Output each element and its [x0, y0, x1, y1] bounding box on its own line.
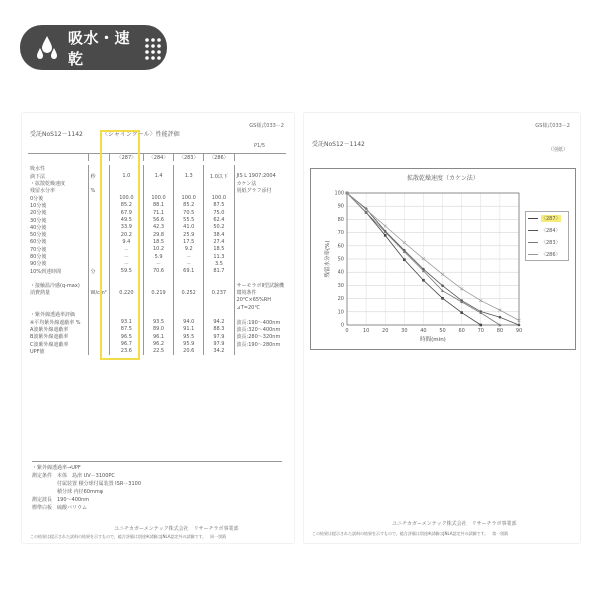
table-cell: A波紫外線遮蔽率 — [28, 326, 88, 333]
legend-label: 〈283〉 — [541, 239, 561, 246]
table-cell: 秒 — [88, 173, 109, 180]
table-cell: － — [143, 260, 173, 267]
table-cell: 49.5 — [109, 216, 143, 223]
table-cell: 97.9 — [204, 333, 234, 340]
table-cell: 20.2 — [109, 231, 143, 238]
table-cell: 88.1 — [143, 202, 173, 209]
x-tick-label: 90 — [515, 328, 523, 334]
data-point — [441, 284, 444, 287]
table-cell: 100.0 — [204, 194, 234, 201]
x-tick-label: 0 — [345, 328, 349, 334]
table-row — [28, 246, 286, 253]
legend-swatch — [528, 230, 538, 231]
x-axis-label: 時間(min) — [420, 337, 446, 343]
table-cell: － — [174, 253, 204, 260]
table-cell: 41.0 — [174, 224, 204, 231]
table-cell: 95.9 — [174, 340, 204, 347]
table-cell: 3.5 — [204, 260, 234, 267]
table-cell — [28, 297, 88, 304]
table-row — [28, 231, 286, 238]
table-row — [28, 289, 286, 296]
table-cell — [174, 165, 204, 172]
table-cell — [143, 297, 173, 304]
table-cell: 1.3 — [174, 173, 204, 180]
legend-swatch — [528, 218, 538, 219]
table-cell: 87.5 — [204, 202, 234, 209]
table-cell: 96.7 — [109, 340, 143, 347]
y-tick-label: 10 — [337, 309, 344, 316]
footer-company: ユニチカガーメンテック株式会社 リサーチラボ事業部 — [114, 526, 239, 532]
table-cell: 62.4 — [204, 216, 234, 223]
dot-grid-icon — [143, 36, 167, 60]
table-cell: 25.9 — [174, 231, 204, 238]
y-tick-label: 0 — [340, 322, 344, 329]
table-cell: 吸水性 — [28, 165, 88, 172]
legend-swatch — [528, 242, 538, 243]
feature-badge — [20, 25, 167, 70]
table-cell — [234, 165, 286, 172]
table-cell: 95.5 — [174, 333, 204, 340]
table-cell — [234, 216, 286, 223]
header-cell: 〈283〉 — [174, 154, 204, 162]
table-cell: 環境条件 — [236, 290, 257, 297]
table-cell: 18.5 — [143, 238, 173, 245]
doc-title: 〈シャインクール〉性能評価 — [102, 131, 180, 138]
note-line: 測定波長 190〜400nm — [32, 497, 90, 503]
table-cell — [234, 209, 286, 216]
table-row — [28, 297, 286, 304]
data-point — [403, 258, 406, 261]
x-tick-label: 50 — [439, 328, 446, 334]
y-tick-label: 30 — [337, 282, 344, 289]
table-cell: 38.4 — [204, 231, 234, 238]
table-cell — [234, 238, 286, 245]
table-cell: 50分後 — [28, 231, 88, 238]
table-cell — [174, 297, 204, 304]
table-cell — [204, 297, 234, 304]
table-cell: 20.6 — [174, 348, 204, 355]
table-row — [28, 180, 286, 187]
footer-company: ユニチカガーメンテック株式会社 リサーチラボ事業部 — [392, 521, 517, 527]
table-cell: 波長:190〜400nm — [236, 319, 281, 326]
table-cell — [204, 165, 234, 172]
table-row — [28, 253, 286, 260]
table-cell: 93.1 — [109, 319, 143, 326]
note-line: 積分球 内径60mmφ — [32, 489, 103, 495]
table-row — [28, 224, 286, 231]
table-row — [28, 304, 286, 311]
table-cell — [234, 246, 286, 253]
table-row — [28, 216, 286, 223]
table-cell: ・接触温冷感(q-max) — [28, 282, 88, 289]
y-tick-label: 70 — [337, 230, 344, 237]
table-cell: B波紫外線遮蔽率 — [28, 333, 88, 340]
table-cell: 5.9 — [143, 253, 173, 260]
data-point — [479, 324, 482, 327]
table-cell: 70分後 — [28, 246, 88, 253]
table-cell: 1.0以下 — [204, 173, 234, 180]
table-cell — [234, 275, 286, 282]
x-tick-label: 60 — [458, 328, 465, 334]
note-line: 測定条件 本体 島津 UV－3100PC — [32, 473, 115, 479]
table-cell: 17.5 — [174, 238, 204, 245]
legend-item — [526, 212, 568, 224]
table-cell: 94.0 — [174, 319, 204, 326]
table-cell: 23.6 — [109, 348, 143, 355]
x-tick-label: 30 — [401, 328, 408, 334]
table-cell: 50.2 — [204, 224, 234, 231]
table-cell: 33.9 — [109, 224, 143, 231]
table-row — [28, 194, 286, 201]
table-cell — [143, 311, 173, 318]
table-cell: 11.3 — [204, 253, 234, 260]
table-body — [28, 165, 286, 355]
data-point — [422, 279, 425, 282]
table-cell: 100.0 — [143, 194, 173, 201]
table-cell: 10分後 — [28, 202, 88, 209]
evaluation-table — [28, 153, 286, 355]
y-tick-label: 50 — [337, 256, 344, 263]
table-cell: 55.5 — [174, 216, 204, 223]
table-row — [28, 326, 286, 333]
table-cell: － — [109, 246, 143, 253]
data-point — [441, 297, 444, 300]
data-point — [460, 311, 463, 314]
table-cell: カケン法 — [236, 181, 257, 188]
table-cell: － — [109, 253, 143, 260]
legend-label: 〈286〉 — [541, 251, 561, 258]
table-cell: 0.219 — [143, 289, 173, 296]
table-cell: 80分後 — [28, 253, 88, 260]
table-cell — [234, 224, 286, 231]
legend-item — [526, 224, 568, 236]
table-cell: 9.2 — [174, 246, 204, 253]
table-cell — [234, 231, 286, 238]
table-cell — [204, 187, 234, 194]
table-cell: 別紙グラフ添付 — [236, 188, 272, 195]
table-cell: UPF値 — [28, 348, 88, 355]
table-cell: 93.5 — [143, 319, 173, 326]
table-cell: JIS L 1907:2004 — [236, 173, 276, 180]
table-cell: 59.5 — [109, 267, 143, 274]
table-row — [28, 238, 286, 245]
left-document — [22, 113, 294, 543]
table-cell — [143, 275, 173, 282]
footer-note: この結果は提示された試料の結果を示すもので、総合評価は別途※試験はJNLA認定外の試験です。 同一別紙 — [30, 534, 227, 539]
table-cell: 89.0 — [143, 326, 173, 333]
badge-title: 吸水・速乾 — [68, 28, 131, 68]
table-cell — [234, 253, 286, 260]
table-cell — [28, 275, 88, 282]
data-point — [384, 234, 387, 237]
page-number: P1/5 — [254, 143, 266, 149]
table-cell: ⊿T=20℃ — [236, 304, 260, 311]
table-cell: 96.5 — [109, 333, 143, 340]
table-cell — [204, 311, 234, 318]
table-cell: 20℃×65%RH — [236, 297, 272, 304]
table-cell: % — [88, 187, 109, 194]
table-cell: 0.237 — [204, 289, 234, 296]
table-row — [28, 209, 286, 216]
table-row — [28, 267, 286, 274]
table-cell: 1.0 — [109, 173, 143, 180]
table-cell: ・拡散乾燥速度 — [28, 180, 88, 187]
table-cell: 1.4 — [143, 173, 173, 180]
attachment-label: （別紙） — [547, 147, 568, 153]
table-cell: ・紫外線透過率評価 — [28, 311, 88, 318]
chart-frame — [310, 168, 576, 350]
table-row — [28, 348, 286, 355]
series-line-3 — [347, 193, 519, 320]
table-row — [28, 165, 286, 172]
y-axis-label: 残留水分率(%) — [325, 240, 331, 278]
chart-legend — [525, 211, 569, 261]
table-cell — [143, 304, 173, 311]
table-cell: 71.1 — [143, 209, 173, 216]
right-document — [304, 113, 580, 543]
table-cell: 滴下法 — [28, 173, 88, 180]
table-cell: 20分後 — [28, 209, 88, 216]
table-cell: 22.5 — [143, 348, 173, 355]
table-cell: 81.7 — [204, 267, 234, 274]
table-cell: － — [109, 260, 143, 267]
table-cell — [204, 180, 234, 187]
table-cell: 18.5 — [204, 246, 234, 253]
table-cell: 波長:280〜320nm — [236, 334, 281, 341]
table-cell: 67.9 — [109, 209, 143, 216]
y-tick-label: 20 — [337, 296, 344, 303]
header-cell: 〈286〉 — [204, 154, 234, 162]
table-cell: 70.6 — [143, 267, 173, 274]
table-cell: 85.2 — [174, 202, 204, 209]
table-cell: 0.220 — [109, 289, 143, 296]
table-cell: サーモラボⅡ型試験機 — [236, 283, 284, 290]
table-cell: W/cm² — [88, 289, 109, 296]
table-cell: 10.2 — [143, 246, 173, 253]
legend-label: 〈287〉 — [541, 215, 561, 222]
table-cell: 91.1 — [174, 326, 204, 333]
y-tick-label: 80 — [337, 216, 344, 223]
table-row — [28, 282, 286, 289]
table-cell: 88.3 — [204, 326, 234, 333]
table-row — [28, 187, 286, 194]
x-tick-label: 20 — [382, 328, 389, 334]
legend-label: 〈284〉 — [541, 227, 561, 234]
table-row — [28, 202, 286, 209]
table-cell: 60分後 — [28, 238, 88, 245]
table-cell: 90分後 — [28, 260, 88, 267]
y-tick-label: 90 — [337, 203, 344, 210]
note-line: 標準白板 硫酸バリウム — [32, 505, 87, 511]
y-tick-label: 60 — [337, 243, 344, 250]
table-cell: 9.4 — [109, 238, 143, 245]
table-cell: 分 — [88, 267, 109, 274]
table-cell: 30分後 — [28, 216, 88, 223]
table-cell: 40分後 — [28, 224, 88, 231]
reg-no: 受託NoS12－1142 — [30, 131, 83, 138]
table-cell: 34.2 — [204, 348, 234, 355]
table-cell: 0分後 — [28, 194, 88, 201]
legend-item — [526, 248, 568, 260]
table-row — [28, 319, 286, 326]
table-cell — [234, 202, 286, 209]
table-cell — [143, 282, 173, 289]
table-cell: 69.1 — [174, 267, 204, 274]
table-cell: 85.2 — [109, 202, 143, 209]
table-cell: 42.3 — [143, 224, 173, 231]
table-cell — [174, 180, 204, 187]
table-cell — [234, 260, 286, 267]
form-code: GS様式033－2 — [249, 123, 284, 129]
table-cell — [143, 187, 173, 194]
table-cell: 10%到達時間 — [28, 267, 88, 274]
table-cell: 残留水分率 — [28, 187, 88, 194]
table-cell: C波紫外線遮蔽率 — [28, 340, 88, 347]
x-tick-label: 80 — [496, 328, 504, 334]
table-cell — [234, 311, 286, 318]
data-point — [518, 324, 521, 327]
table-cell — [174, 304, 204, 311]
table-row — [28, 275, 286, 282]
header-cell: 〈287〉 — [109, 154, 143, 162]
reg-no: 受託NoS12－1142 — [312, 141, 365, 148]
table-header-row — [28, 154, 286, 162]
table-cell — [234, 267, 286, 274]
x-tick-label: 10 — [362, 328, 370, 334]
table-cell: 75.0 — [204, 209, 234, 216]
table-cell — [28, 304, 88, 311]
y-tick-label: 100 — [334, 190, 344, 197]
table-row — [28, 340, 286, 347]
table-cell: 0.252 — [174, 289, 204, 296]
table-cell: 100.0 — [174, 194, 204, 201]
water-drops-icon — [32, 33, 62, 63]
table-cell: 94.2 — [204, 319, 234, 326]
table-cell — [204, 304, 234, 311]
footer-note: この結果は提示された試料の結果を示すもので、総合評価は別途※試験はJNLA認定外の試験です。 第一別紙 — [312, 531, 509, 536]
note-line: 付属装置 積分球付属装置 ISR－3100 — [32, 481, 142, 487]
data-point — [499, 316, 502, 319]
table-cell — [174, 275, 204, 282]
table-row — [28, 260, 286, 267]
table-cell — [174, 311, 204, 318]
table-row — [28, 311, 286, 318]
table-cell — [143, 165, 173, 172]
legend-swatch — [528, 254, 538, 255]
form-code: GS様式033－2 — [535, 123, 570, 129]
table-cell — [204, 275, 234, 282]
table-cell: 56.6 — [143, 216, 173, 223]
table-cell: 87.5 — [109, 326, 143, 333]
column-highlight — [100, 130, 140, 360]
table-row — [28, 173, 286, 180]
y-tick-label: 40 — [337, 269, 344, 276]
table-cell — [234, 194, 286, 201]
table-cell: 27.4 — [204, 238, 234, 245]
table-cell — [204, 282, 234, 289]
table-cell: － — [174, 260, 204, 267]
table-cell — [174, 282, 204, 289]
header-cell: 〈284〉 — [143, 154, 173, 162]
measurement-notes — [32, 461, 282, 512]
note-line: ・紫外線透過率→UPF — [32, 465, 81, 471]
legend-item — [526, 236, 568, 248]
table-cell: 波長:320〜400nm — [236, 326, 281, 333]
table-cell: 70.5 — [174, 209, 204, 216]
table-cell — [234, 348, 286, 355]
table-cell: 97.9 — [204, 340, 234, 347]
table-cell — [174, 187, 204, 194]
table-cell: 100.0 — [109, 194, 143, 201]
x-tick-label: 70 — [477, 328, 484, 334]
table-cell: 波長:190〜280nm — [236, 341, 281, 348]
table-cell: 消費熱量 — [28, 289, 88, 296]
table-cell: 96.2 — [143, 340, 173, 347]
table-cell: ※平均紫外線遮蔽率 % — [28, 319, 88, 326]
table-cell — [143, 180, 173, 187]
chart-title: 拡散乾燥速度（カケン法） — [407, 175, 479, 182]
table-cell: 29.8 — [143, 231, 173, 238]
x-tick-label: 40 — [420, 328, 427, 334]
table-row — [28, 333, 286, 340]
table-cell: 96.1 — [143, 333, 173, 340]
